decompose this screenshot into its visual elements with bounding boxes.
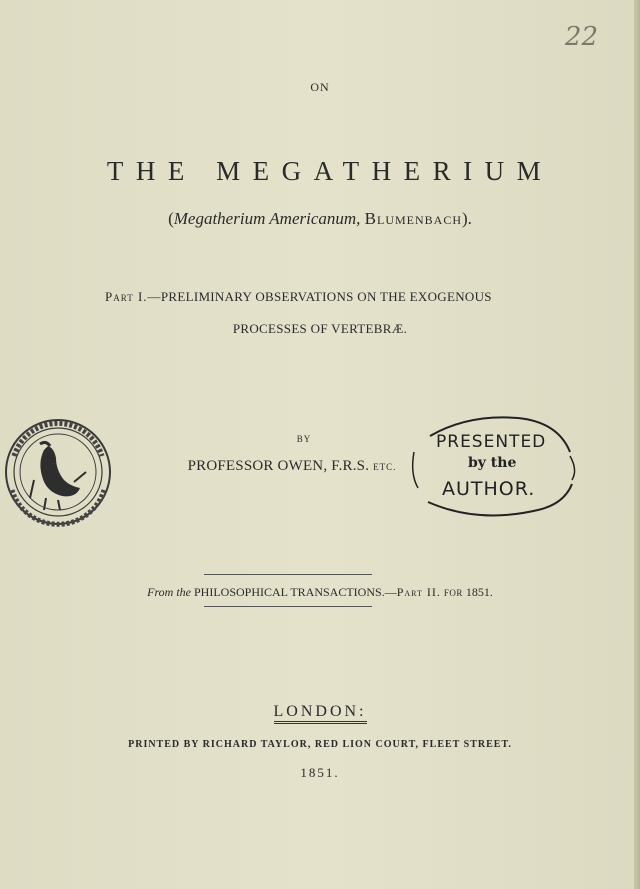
subtitle-close-paren: ). [462,209,472,228]
imprint-city [0,703,640,721]
part-heading-line1 [105,289,492,305]
subtitle-species: Megatherium Americanum, [173,209,361,228]
subtitle-open-paren: ( [168,209,174,228]
part-title-line2: PROCESSES OF VERTEBRÆ. [232,321,408,336]
presented-stamp [408,412,580,522]
stamp-line-by-the: by the [468,455,517,471]
page-title: THE MEGATHERIUM [106,156,554,186]
page-edge [634,0,640,889]
pencil-page-number: 22 [564,22,598,52]
bottom-divider [204,606,372,607]
author-name: PROFESSOR OWEN, F.R.S. [187,458,370,474]
source-for: FOR [443,588,463,598]
top-divider [204,574,372,575]
source-year: 1851. [465,585,493,599]
byline-by: BY [296,434,312,444]
imprint-year: 1851. [300,765,340,780]
subtitle-authority: Blumenbach [364,209,462,228]
imprint-printer: PRINTED BY RICHARD TAYLOR, RED LION COURT, FLEET STREET. [128,739,512,750]
source-line [0,585,640,600]
author-etc: ETC. [373,462,397,472]
subtitle [0,209,640,229]
part-label: Part I. [105,289,148,304]
source-journal: PHILOSOPHICAL TRANSACTIONS.— [194,585,397,599]
source-from: From the [147,585,191,599]
part-title-line1: —PRELIMINARY OBSERVATIONS ON THE EXOGENOUS [147,289,492,304]
source-part: Part II. [396,585,441,599]
stamp-line-author: AUTHOR. [442,478,536,500]
title-preposition: ON [310,80,330,94]
stamp-line-presented: PRESENTED [436,432,547,452]
imprint-city-text: LONDON: [274,703,367,724]
